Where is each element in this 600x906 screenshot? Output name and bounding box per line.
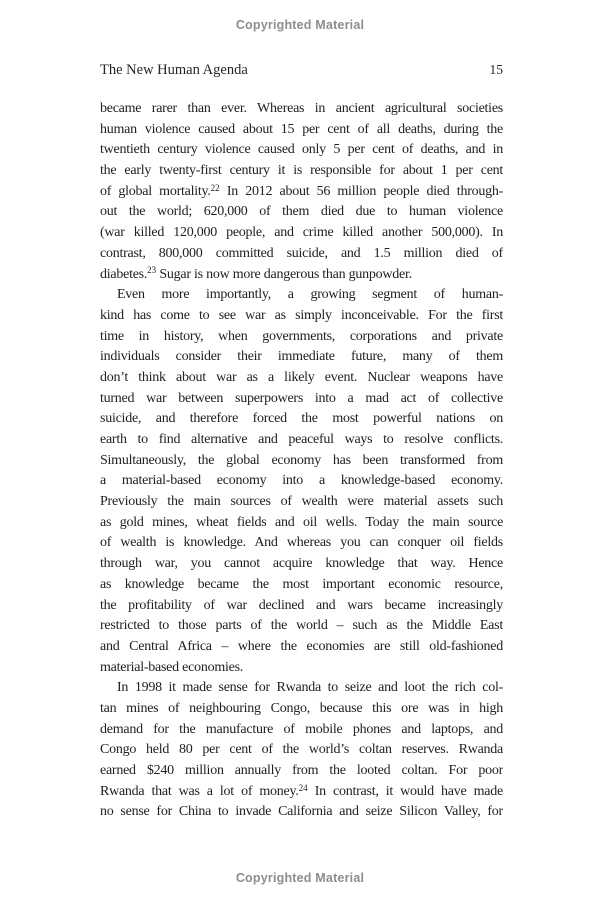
text-line: demand for the manufacture of mobile phones and laptops, and xyxy=(100,721,503,737)
text-line: individuals consider their immediate future, many of them xyxy=(100,349,503,365)
text-line: time in history, when governments, corporations and private xyxy=(100,328,503,344)
text-line: material-based economies. xyxy=(100,659,244,675)
page-number: 15 xyxy=(489,62,503,77)
text-line: Rwanda that was a lot of money.$^{24}$ In contrast, it would have made xyxy=(100,782,503,799)
text-line: out the world; 620,000 of them died due to human violence xyxy=(100,204,503,220)
footnote-reference: 23 xyxy=(147,265,157,276)
copyright-watermark-top: Copyrighted Material xyxy=(235,18,365,32)
text-line: restricted to those parts of the world – such as the Middle East xyxy=(100,618,503,634)
footnote-reference: 24 xyxy=(298,782,308,793)
body-text xyxy=(100,99,503,823)
text-line: Previously the main sources of wealth were material assets such xyxy=(100,494,503,510)
text-line: no sense for China to invade California and seize Silicon Valley, for xyxy=(100,804,503,820)
text-line: Even more importantly, a growing segment of human- xyxy=(117,287,503,303)
paragraph xyxy=(100,99,503,285)
text-line: and Central Africa – where the economies are still old-fashioned xyxy=(100,638,503,654)
copyright-watermark-bottom: Copyrighted Material xyxy=(235,871,365,885)
text-line: (war killed 120,000 people, and crime killed another 500,000). In xyxy=(100,225,503,241)
paragraph xyxy=(100,285,503,678)
text-line: suicide, and therefore forced the most powerful nations on xyxy=(100,411,503,427)
text-line: don’t think about war as a likely event. Nuclear weapons have xyxy=(100,369,503,385)
paragraph xyxy=(100,678,503,823)
text-line: as knowledge became the most important economic resource, xyxy=(100,576,503,592)
running-header xyxy=(100,62,503,79)
text-line: human violence caused about 15 per cent of all deaths, during the xyxy=(100,121,503,137)
text-line: of wealth is knowledge. And whereas you can conquer oil fields xyxy=(100,535,503,551)
text-line: Simultaneously, the global economy has been transformed from xyxy=(100,452,503,468)
text-line: earned $240 million annually from the looted coltan. For poor xyxy=(100,763,503,778)
text-line: the profitability of war declined and wars became increasingly xyxy=(100,597,503,613)
footnote-reference: 22 xyxy=(210,182,220,193)
chapter-title: The New Human Agenda xyxy=(100,62,248,78)
text-line: as gold mines, wheat fields and oil wells. Today the main source xyxy=(100,514,503,530)
text-line: Congo held 80 per cent of the world’s coltan reserves. Rwanda xyxy=(100,742,503,758)
text-line: diabetes.$^{23}$ Sugar is now more dangerous than gunpowder. xyxy=(100,265,412,282)
text-line: a material-based economy into a knowledge-based economy. xyxy=(100,473,503,489)
text-line: of global mortality.$^{22}$ In 2012 about 56 million people died through- xyxy=(100,182,503,199)
text-line: turned war between superpowers into a mad act of collective xyxy=(100,390,503,406)
text-line: through war, you cannot acquire knowledge that way. Hence xyxy=(100,556,503,572)
text-line: tan mines of neighbouring Congo, because this ore was in high xyxy=(100,700,503,716)
text-line: twentieth century violence caused only 5 per cent of deaths, and in xyxy=(100,142,503,158)
text-line: contrast, 800,000 committed suicide, and 1.5 million died of xyxy=(100,245,503,261)
text-line: kind has come to see war as simply inconceivable. For the first xyxy=(100,307,503,323)
text-line: In 1998 it made sense for Rwanda to seize and loot the rich col- xyxy=(117,680,503,696)
text-line: became rarer than ever. Whereas in ancient agricultural societies xyxy=(100,101,503,116)
text-line: earth to find alternative and peaceful ways to resolve conflicts. xyxy=(100,432,503,447)
text-line: the early twenty-first century it is responsible for about 1 per cent xyxy=(100,163,503,179)
